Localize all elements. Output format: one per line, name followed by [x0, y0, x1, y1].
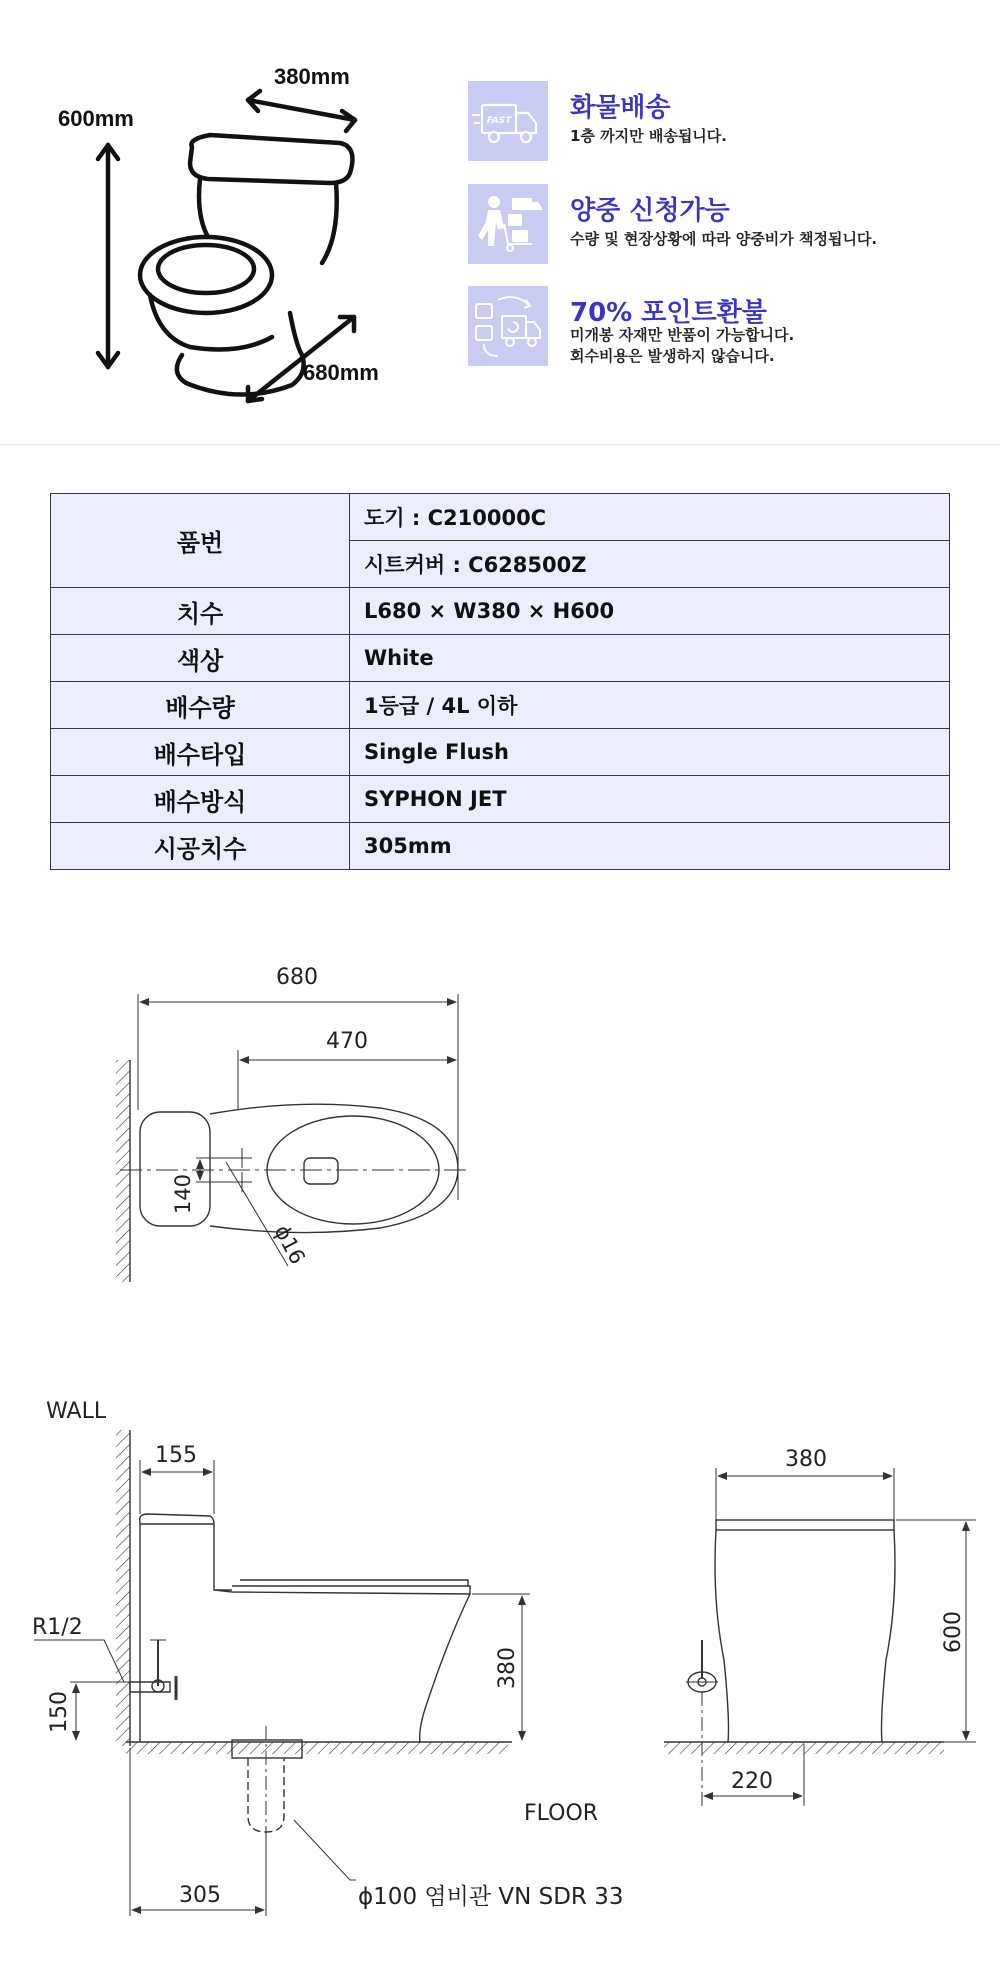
- spec-value: 1등급 / 4L 이하: [350, 682, 950, 729]
- spec-value: Single Flush: [350, 729, 950, 776]
- supply-size-label: R1/2: [32, 1615, 83, 1640]
- side-view-drawing: [34, 1430, 530, 1916]
- spec-label: 시공치수: [51, 823, 350, 870]
- feature-title: 화물배송: [570, 93, 671, 123]
- table-row: [51, 729, 950, 776]
- fast-delivery-truck-icon: [468, 81, 548, 161]
- supply-height-label: 150: [47, 1691, 72, 1733]
- table-row: [51, 682, 950, 729]
- spec-label: 배수방식: [51, 776, 350, 823]
- spec-value: 시트커버 : C628500Z: [350, 541, 950, 588]
- drain-pipe-label: ϕ100 염비관 VN SDR 33: [358, 1884, 624, 1910]
- depth-dimension-label: 680mm: [303, 360, 379, 385]
- wall-label: WALL: [46, 1399, 107, 1424]
- spec-label: 색상: [51, 635, 350, 682]
- spec-label: 배수타입: [51, 729, 350, 776]
- floor-label: FLOOR: [524, 1801, 599, 1826]
- table-row: [51, 635, 950, 682]
- feature-desc: 수량 및 현장상황에 따라 양중비가 책정됩니다.: [570, 230, 878, 248]
- table-row: [51, 494, 950, 541]
- spec-value: L680 × W380 × H600: [350, 588, 950, 635]
- feature-delivery: [468, 81, 988, 163]
- feature-title: 양중 신청가능: [570, 196, 730, 226]
- top-center-label: 470: [326, 1029, 368, 1054]
- delivery-worker-icon: [468, 184, 548, 264]
- technical-drawings: [0, 940, 1000, 1969]
- width-dimension-label: 380mm: [274, 64, 350, 89]
- spec-label: 품번: [51, 494, 350, 588]
- top-length-label: 680: [276, 965, 318, 990]
- spec-value: 305mm: [350, 823, 950, 870]
- spec-value: SYPHON JET: [350, 776, 950, 823]
- spec-table: [50, 493, 950, 870]
- spec-label: 치수: [51, 588, 350, 635]
- front-width-label: 380: [785, 1447, 827, 1472]
- bolt-diameter-label: ϕ16: [269, 1221, 310, 1269]
- rough-in-label: 305: [179, 1883, 221, 1908]
- table-row: [51, 776, 950, 823]
- table-row: [51, 823, 950, 870]
- feature-desc: 회수비용은 발생하지 않습니다.: [570, 347, 775, 365]
- svg-text:FAST: FAST: [486, 116, 512, 126]
- return-boxes-icon: [468, 286, 548, 366]
- spec-value: White: [350, 635, 950, 682]
- front-height-label: 600: [941, 1611, 966, 1653]
- height-dimension-label: 600mm: [58, 106, 134, 131]
- feature-desc: 미개봉 자재만 반품이 가능합니다.: [570, 326, 795, 344]
- spec-label: 배수량: [51, 682, 350, 729]
- feature-lifting: [468, 184, 988, 266]
- bolt-spacing-label: 140: [171, 1173, 195, 1215]
- tank-depth-label: 155: [155, 1443, 197, 1468]
- seat-height-label: 380: [495, 1647, 520, 1689]
- feature-refund: [468, 286, 988, 368]
- feature-desc: 1층 까지만 배송됩니다.: [570, 127, 727, 145]
- section-divider: [0, 444, 1000, 445]
- table-row: [51, 588, 950, 635]
- spec-value: 도기 : C210000C: [350, 494, 950, 541]
- supply-offset-label: 220: [731, 1769, 773, 1794]
- feature-title: 70% 포인트환불: [570, 298, 767, 328]
- front-view-drawing: [664, 1468, 976, 1806]
